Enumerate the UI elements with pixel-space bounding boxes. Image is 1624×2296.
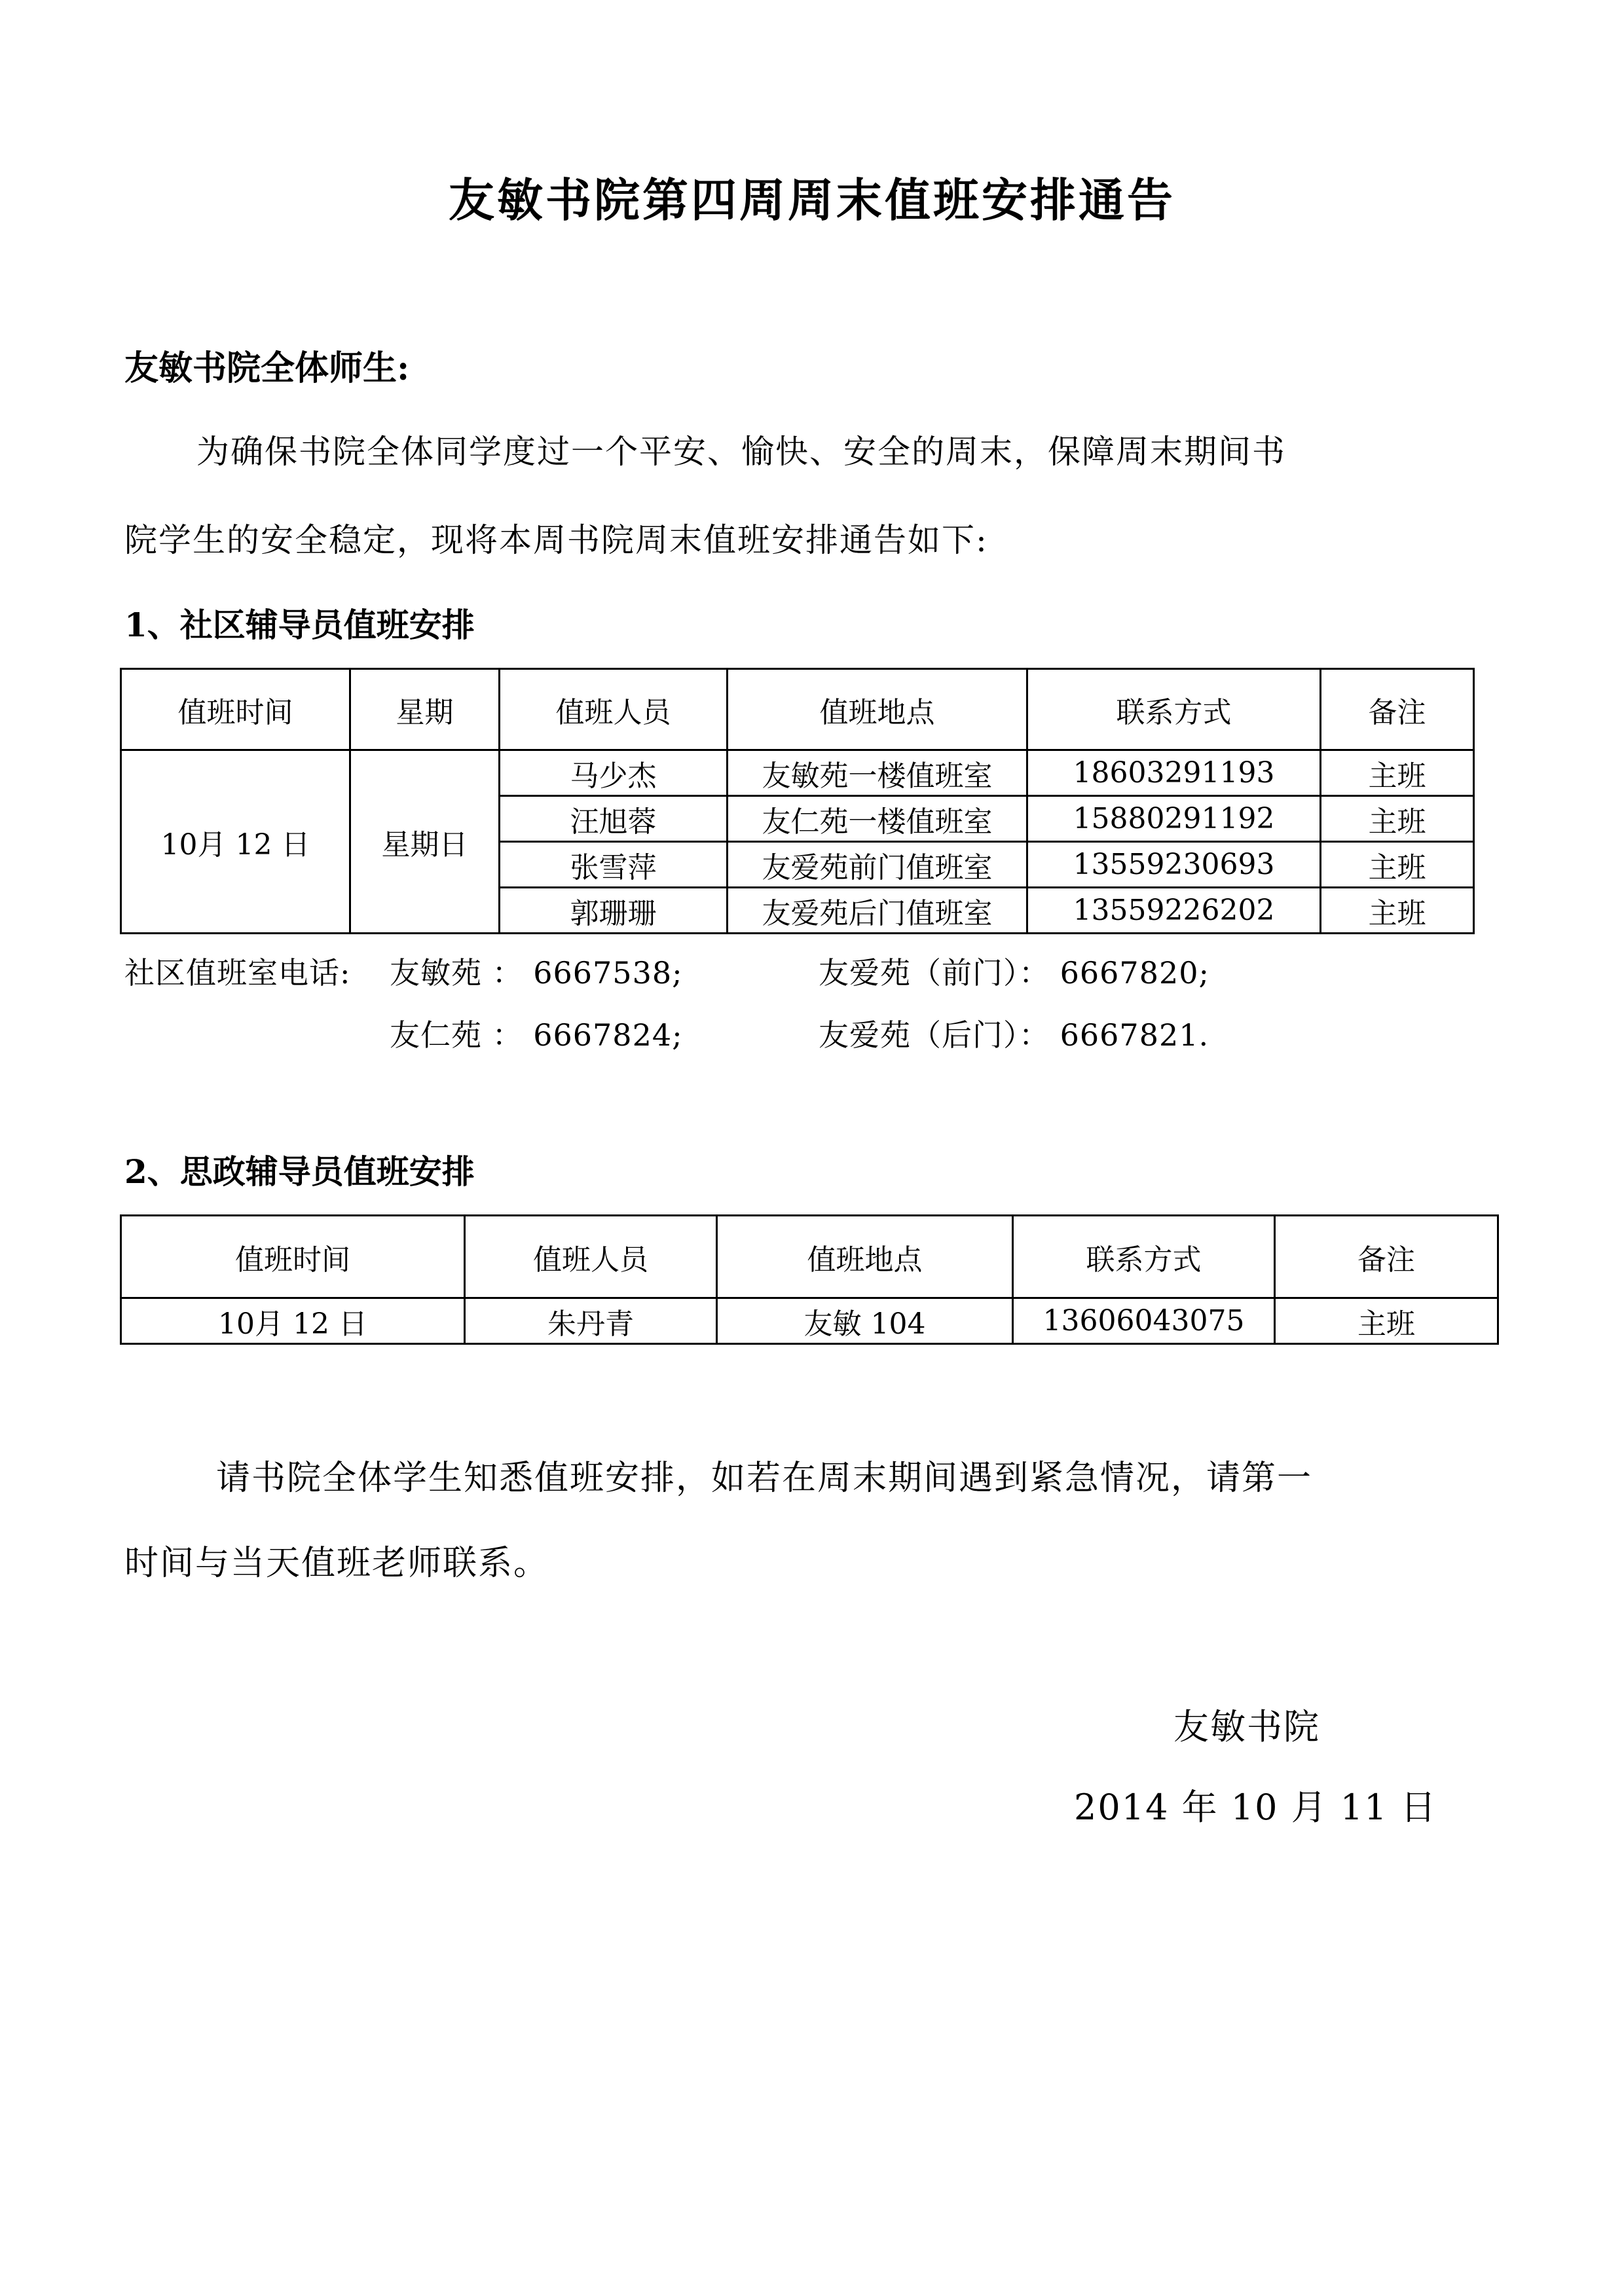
header-cell: 值班时间 — [121, 1216, 465, 1298]
header-cell: 备注 — [1321, 669, 1474, 750]
duty-phone: 13606043075 — [1013, 1298, 1275, 1344]
section1-heading: 1、社区辅导员值班安排 — [124, 606, 475, 644]
duty-person: 马少杰 — [500, 750, 728, 796]
duty-weekday: 星期日 — [350, 750, 500, 934]
duty-location: 友敏 104 — [717, 1298, 1013, 1344]
duty-date: 10月 12 日 — [121, 1298, 465, 1344]
intro-line-2: 院学生的安全稳定，现将本周书院周末值班安排通告如下: — [124, 521, 988, 559]
duty-note: 主班 — [1321, 796, 1474, 842]
duty-room-phone-youai-front: 友爱苑（前门）： 6667820; — [819, 955, 1209, 991]
duty-note: 主班 — [1321, 842, 1474, 888]
signature-date: 2014 年 10 月 11 日 — [1074, 1787, 1437, 1828]
page-title: 友敏书院第四周周末值班安排通告 — [449, 173, 1175, 227]
duty-location: 友仁苑一楼值班室 — [728, 796, 1027, 842]
duty-person: 郭珊珊 — [500, 888, 728, 934]
counselor-duty-table — [120, 668, 1475, 934]
duty-phone: 13559226202 — [1027, 888, 1321, 934]
closing-line-2: 时间与当天值班老师联系。 — [124, 1544, 549, 1583]
duty-room-phone-youmin: 友敏苑 ： 6667538; — [390, 955, 683, 991]
duty-location: 友敏苑一楼值班室 — [728, 750, 1027, 796]
duty-phone: 18603291193 — [1027, 750, 1321, 796]
duty-note: 主班 — [1321, 750, 1474, 796]
header-cell: 联系方式 — [1027, 669, 1321, 750]
header-cell: 值班人员 — [500, 669, 728, 750]
duty-phone: 13559230693 — [1027, 842, 1321, 888]
duty-room-phone-label: 社区值班室电话: — [124, 955, 351, 991]
duty-location: 友爱苑前门值班室 — [728, 842, 1027, 888]
header-cell: 备注 — [1275, 1216, 1498, 1298]
duty-room-phone-youai-back: 友爱苑（后门）： 6667821. — [819, 1017, 1209, 1053]
duty-person: 朱丹青 — [465, 1298, 717, 1344]
closing-line-1: 请书院全体学生知悉值班安排，如若在周末期间遇到紧急情况，请第一 — [216, 1459, 1313, 1498]
duty-note: 主班 — [1321, 888, 1474, 934]
header-cell: 值班人员 — [465, 1216, 717, 1298]
duty-phone: 15880291192 — [1027, 796, 1321, 842]
table-row — [121, 1298, 1498, 1344]
section2-heading: 2、思政辅导员值班安排 — [124, 1152, 475, 1191]
header-cell: 值班地点 — [717, 1216, 1013, 1298]
table-header-row — [121, 669, 1474, 750]
duty-note: 主班 — [1275, 1298, 1498, 1344]
header-cell: 星期 — [350, 669, 500, 750]
duty-person: 汪旭蓉 — [500, 796, 728, 842]
table-row — [121, 750, 1474, 796]
intro-line-1: 为确保书院全体同学度过一个平安、愉快、安全的周末，保障周末期间书 — [196, 433, 1286, 471]
header-cell: 联系方式 — [1013, 1216, 1275, 1298]
duty-date: 10月 12 日 — [121, 750, 350, 934]
duty-room-phone-youren: 友仁苑 ： 6667824; — [390, 1017, 683, 1053]
duty-location: 友爱苑后门值班室 — [728, 888, 1027, 934]
header-cell: 值班地点 — [728, 669, 1027, 750]
header-cell: 值班时间 — [121, 669, 350, 750]
salutation: 友敏书院全体师生: — [124, 348, 410, 388]
table-header-row — [121, 1216, 1498, 1298]
political-counselor-duty-table — [120, 1214, 1499, 1345]
signature-org: 友敏书院 — [1173, 1706, 1320, 1747]
duty-person: 张雪萍 — [500, 842, 728, 888]
